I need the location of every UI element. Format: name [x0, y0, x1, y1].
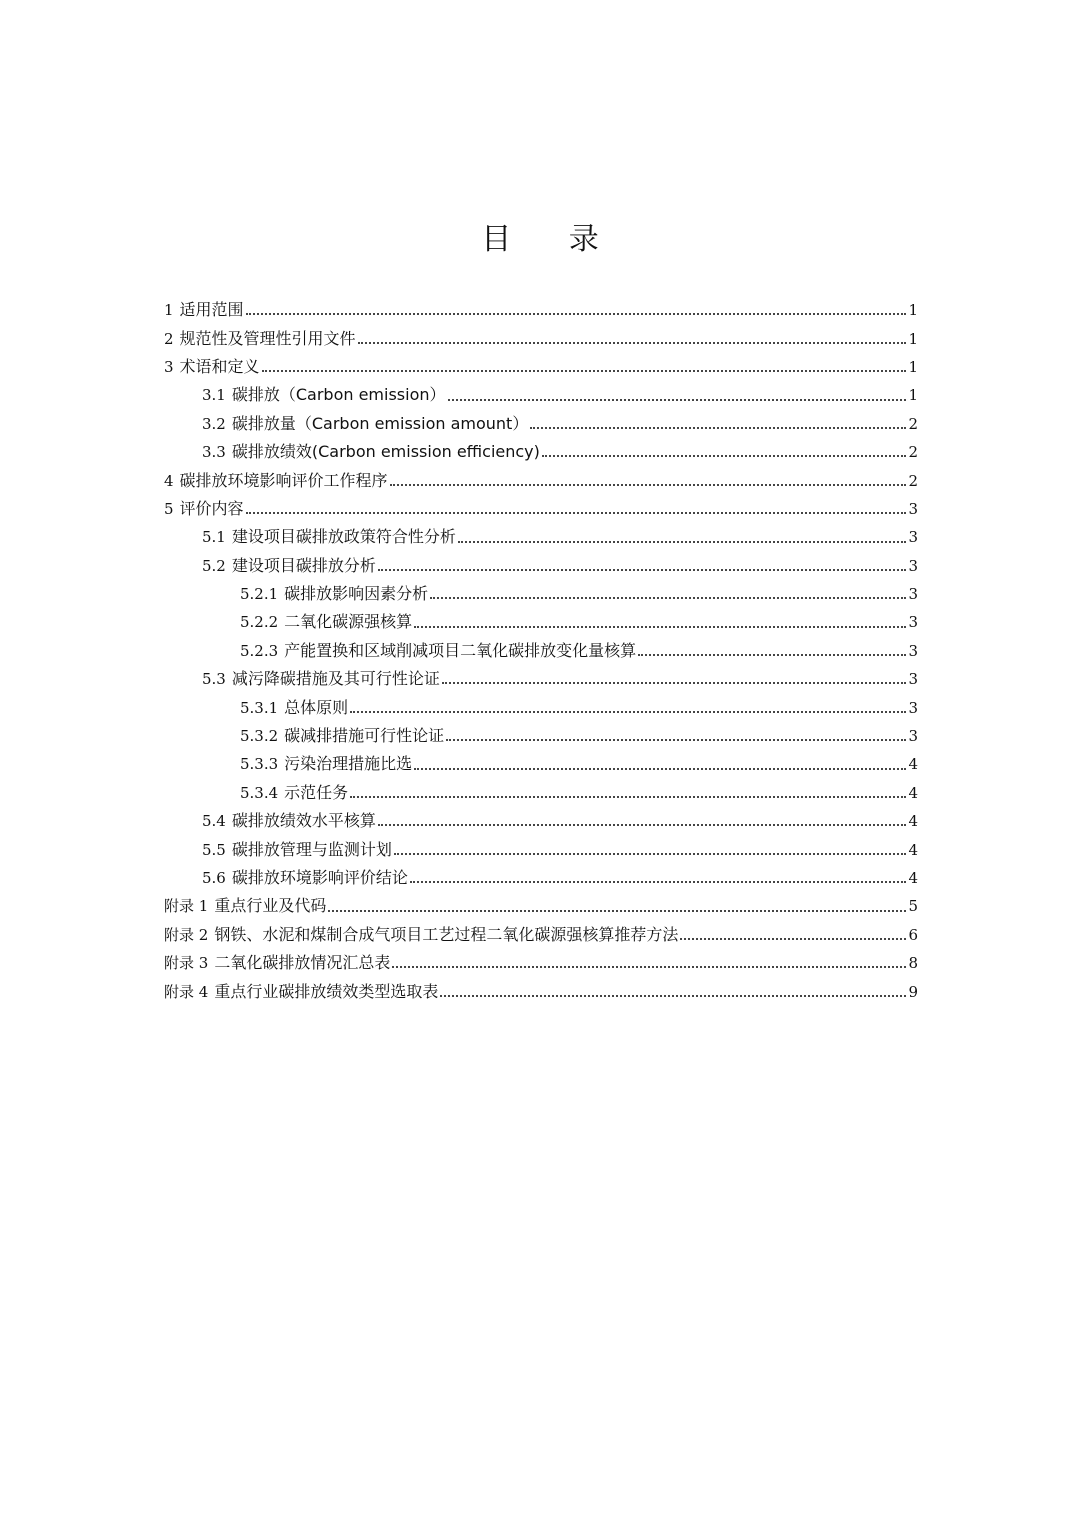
- toc-entry-page-number: 1: [908, 301, 918, 320]
- toc-entry-number: 5.4: [202, 812, 226, 831]
- toc-entry[interactable]: [164, 381, 918, 409]
- toc-entry[interactable]: [164, 665, 918, 693]
- toc-entry-page-number: 3: [908, 698, 918, 717]
- toc-entry-number: 5.3.3: [240, 755, 279, 774]
- dot-leader: [350, 795, 906, 798]
- toc-entry-number: 5.2.1: [240, 585, 279, 604]
- toc-entry[interactable]: [164, 353, 918, 381]
- toc-entry-label: [240, 722, 444, 750]
- toc-entry-label: [240, 608, 412, 636]
- toc-entry-title: 污染治理措施比选: [284, 754, 413, 774]
- dot-leader: [246, 312, 906, 315]
- toc-entry[interactable]: [164, 693, 918, 721]
- toc-entry-title: 碳排放（Carbon emission）: [231, 385, 446, 405]
- toc-entry-page-number: 3: [908, 670, 918, 689]
- toc-entry-label: [164, 921, 678, 949]
- toc-entry-number: 5.2: [202, 556, 226, 575]
- toc-entry-page-number: 4: [908, 869, 918, 887]
- dot-leader: [458, 540, 906, 543]
- toc-entry-page-number: 6: [908, 925, 918, 944]
- toc-entry[interactable]: [164, 977, 918, 1005]
- toc-entry-label: [202, 381, 446, 409]
- dot-leader: [430, 596, 906, 599]
- toc-entry-label: [164, 495, 244, 523]
- toc-entry-title: 评价内容: [179, 498, 244, 518]
- toc-entry-page-number: 4: [908, 840, 918, 859]
- toc-entry[interactable]: [164, 637, 918, 665]
- toc-entry-title: 二氧化碳排放情况汇总表: [214, 953, 391, 973]
- toc-entry-title: 二氧化碳源强核算: [284, 612, 413, 632]
- toc-entry[interactable]: [164, 410, 918, 438]
- dot-leader: [358, 341, 906, 344]
- dot-leader: [392, 965, 906, 968]
- toc-entry-label: [240, 694, 348, 722]
- dot-leader: [442, 681, 906, 684]
- toc-entry-title: 碳排放环境影响评价工作程序: [179, 470, 388, 490]
- toc-entry-number: 5.3: [202, 670, 226, 689]
- toc-entry-page-number: 1: [908, 357, 918, 376]
- toc-entry-number: 5.2.3: [240, 641, 279, 660]
- toc-entry-page-number: 3: [908, 556, 918, 575]
- toc-entry-title: 建设项目碳排放政策符合性分析: [231, 527, 456, 547]
- toc-entry[interactable]: [164, 552, 918, 580]
- toc-entry[interactable]: [164, 495, 918, 523]
- toc-entry-page-number: 3: [908, 528, 918, 547]
- toc-entry-number: 5.3.4: [240, 783, 279, 802]
- table-of-contents: [164, 296, 918, 1006]
- toc-entry-label: [202, 665, 440, 693]
- toc-entry-page-number: 3: [908, 499, 918, 518]
- toc-entry-number: 5.3.2: [240, 727, 279, 746]
- dot-leader: [378, 568, 906, 571]
- toc-entry-title: 术语和定义: [179, 356, 260, 376]
- toc-entry-page-number: 3: [908, 727, 918, 746]
- toc-entry-label: [164, 467, 388, 495]
- dot-leader: [378, 823, 906, 826]
- toc-entry[interactable]: [164, 835, 918, 863]
- toc-entry-number: 5.6: [202, 869, 226, 887]
- toc-entry-title: 建设项目碳排放分析: [231, 555, 376, 575]
- toc-entry-label: [202, 864, 408, 892]
- toc-entry-title: 示范任务: [284, 782, 349, 802]
- toc-entry-number: 附录 2: [164, 925, 209, 944]
- toc-entry-page-number: 9: [908, 982, 918, 1001]
- toc-entry-page-number: 8: [908, 954, 918, 973]
- toc-entry-number: 附录 1: [164, 897, 209, 916]
- toc-entry-page-number: 4: [908, 755, 918, 774]
- toc-entry[interactable]: [164, 949, 918, 977]
- toc-entry-label: [202, 438, 540, 466]
- dot-leader: [410, 880, 906, 883]
- dot-leader: [246, 511, 906, 514]
- toc-entry-title: 钢铁、水泥和煤制合成气项目工艺过程二氧化碳源强核算推荐方法: [214, 924, 679, 944]
- toc-entry-title: 碳排放影响因素分析: [284, 584, 429, 604]
- toc-entry-title: 碳排放环境影响评价结论: [231, 868, 408, 887]
- toc-entry-label: [202, 807, 376, 835]
- dot-leader: [638, 653, 906, 656]
- dot-leader: [390, 483, 906, 486]
- toc-entry-label: [202, 836, 392, 864]
- toc-entry-number: 2: [164, 329, 174, 348]
- toc-entry[interactable]: [164, 296, 918, 324]
- toc-entry-title: 适用范围: [179, 300, 244, 320]
- toc-entry-title: 重点行业及代码: [214, 896, 327, 916]
- toc-entry[interactable]: [164, 580, 918, 608]
- toc-entry-label: [240, 779, 348, 807]
- toc-entry-number: 3.1: [202, 386, 226, 405]
- toc-entry-number: 5.3.1: [240, 698, 279, 717]
- toc-entry-page-number: 1: [908, 386, 918, 405]
- toc-entry[interactable]: [164, 438, 918, 466]
- toc-entry-label: [240, 637, 636, 665]
- toc-entry-number: 1: [164, 301, 174, 320]
- toc-entry-label: [240, 750, 412, 778]
- toc-entry-label: [164, 296, 244, 324]
- toc-entry[interactable]: [164, 750, 918, 778]
- toc-entry-label: [164, 892, 326, 920]
- toc-entry-label: [164, 325, 356, 353]
- toc-entry-number: 5.5: [202, 840, 226, 859]
- toc-entry-page-number: 2: [908, 471, 918, 490]
- toc-entry-page-number: 1: [908, 329, 918, 348]
- toc-entry-page-number: 5: [908, 897, 918, 916]
- dot-leader: [680, 937, 906, 940]
- toc-entry[interactable]: [164, 523, 918, 551]
- toc-entry-title: 重点行业碳排放绩效类型选取表: [214, 981, 439, 1001]
- dot-leader: [440, 994, 906, 997]
- toc-entry-title: 总体原则: [284, 697, 349, 717]
- dot-leader: [414, 625, 906, 628]
- toc-entry-label: [202, 410, 528, 438]
- toc-entry-label: [202, 523, 456, 551]
- toc-entry-number: 5.1: [202, 528, 226, 547]
- toc-entry[interactable]: [164, 722, 918, 750]
- toc-entry-number: 附录 4: [164, 982, 209, 1001]
- toc-entry-page-number: 4: [908, 783, 918, 802]
- toc-entry[interactable]: [164, 807, 918, 835]
- dot-leader: [414, 767, 906, 770]
- toc-entry-title: 产能置换和区域削减项目二氧化碳排放变化量核算: [284, 640, 637, 660]
- toc-entry[interactable]: [164, 779, 918, 807]
- dot-leader: [446, 738, 906, 741]
- toc-entry-number: 5: [164, 499, 174, 518]
- toc-entry-number: 5.2.2: [240, 613, 279, 632]
- toc-entry-label: [240, 580, 428, 608]
- toc-entry-page-number: 3: [908, 613, 918, 632]
- toc-entry-title: 碳排放绩效水平核算: [231, 811, 376, 831]
- dot-leader: [542, 454, 906, 457]
- toc-entry-title: 碳排放绩效(Carbon emission efficiency): [231, 442, 540, 462]
- toc-entry[interactable]: [164, 864, 918, 892]
- toc-entry[interactable]: [164, 608, 918, 636]
- toc-entry-title: 规范性及管理性引用文件: [179, 328, 356, 348]
- toc-entry-number: 3: [164, 357, 174, 376]
- toc-entry-label: [164, 949, 390, 977]
- toc-entry-page-number: 2: [908, 414, 918, 433]
- dot-leader: [350, 710, 906, 713]
- toc-entry-label: [164, 353, 260, 381]
- toc-entry-page-number: 2: [908, 443, 918, 462]
- toc-entry-page-number: 3: [908, 585, 918, 604]
- toc-entry-label: [202, 552, 376, 580]
- toc-entry[interactable]: [164, 921, 918, 949]
- page-title: 目 录: [481, 222, 623, 257]
- toc-entry-number: 3.3: [202, 443, 226, 462]
- toc-entry-label: [164, 978, 438, 1006]
- toc-entry-title: 碳排放量（Carbon emission amount）: [231, 413, 529, 433]
- dot-leader: [328, 909, 906, 912]
- dot-leader: [530, 426, 906, 429]
- toc-entry[interactable]: [164, 324, 918, 352]
- toc-entry-title: 碳排放管理与监测计划: [231, 839, 392, 859]
- toc-entry[interactable]: [164, 466, 918, 494]
- toc-entry-title: 碳减排措施可行性论证: [284, 726, 445, 746]
- dot-leader: [262, 369, 906, 372]
- toc-entry-number: 4: [164, 471, 174, 490]
- dot-leader: [394, 852, 906, 855]
- toc-entry-number: 3.2: [202, 414, 226, 433]
- toc-entry[interactable]: [164, 892, 918, 920]
- toc-entry-number: 附录 3: [164, 954, 209, 973]
- toc-entry-title: 减污降碳措施及其可行性论证: [231, 669, 440, 689]
- dot-leader: [448, 398, 906, 401]
- toc-entry-page-number: 4: [908, 812, 918, 831]
- toc-entry-page-number: 3: [908, 641, 918, 660]
